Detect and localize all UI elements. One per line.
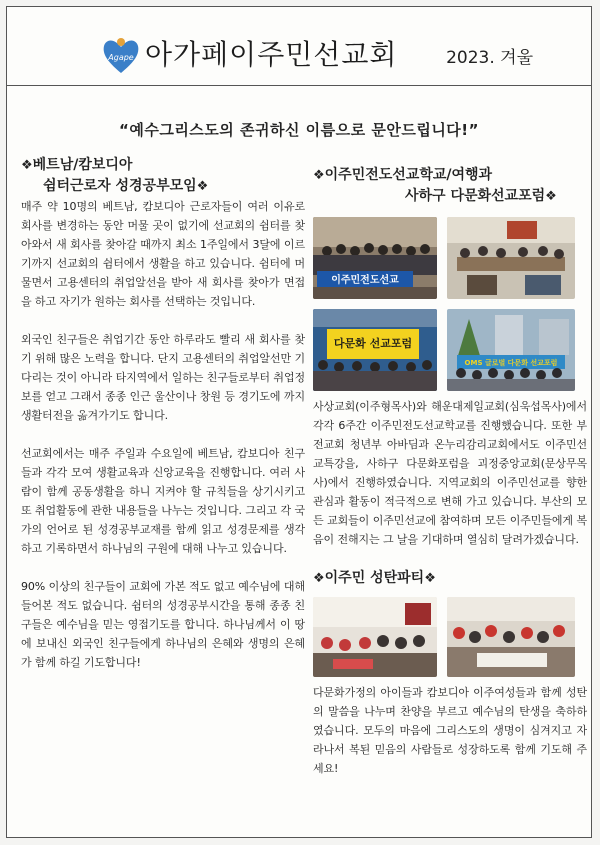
diamond-bullet-icon: ❖ — [196, 179, 209, 194]
paragraph: 90% 이상의 친구들이 교회에 가본 적도 없고 예수님에 대해 들어본 적도 없습니다. 쉼터의 성경공부시간을 통해 종종 친구들은 예수님을 믿는 영접기도를 합니다. 하나님께서 이 땅에 보내신 외국인 친구들에게 하나님의 은혜와 생명의 은혜가 함께 하길 기도합니다! — [21, 580, 305, 669]
section-title-line2: 사하구 다문화선교포럼 — [405, 188, 546, 204]
greeting-heading: “예수그리스도의 존귀하신 이름으로 문안드립니다!” — [118, 121, 480, 139]
section-title-line1: 베트남/캄보디아 — [32, 157, 133, 173]
paragraph: 외국인 친구들은 취업기간 동안 하루라도 빨리 새 회사를 찾기 위해 많은 노력을 합니다. 단지 고용센터의 취업알선만 기다리는 것이 아니라 타지역에서 일하는 친구들로부터 취업정보를 얻고 그래서 종종 인근 울산이나 창원 등 경기도에 까지 생활터전을 옮겨가기도 합니다. — [21, 333, 305, 422]
paragraph: 선교회에서는 매주 주일과 수요일에 베트남, 캄보디아 친구들과 각각 모여 생활교육과 신앙교육을 진행합니다. 여러 사람이 함께 공동생활을 하니 지켜야 할 규칙들을 상기시키고 또 취업활동에 관한 내용들을 나누는 것입니다. 그리고 각 국가의 언어로 된 성경공부교재를 함께 읽고 성경문제를 생각하고 기록하면서 하나님의 구원에 대해 나누고 있습니다. — [21, 447, 305, 555]
paragraph: 사상교회(이주형목사)와 해운대제일교회(심욱섭목사)에서 각각 6주간 이주민전도선교학교를 진행했습니다. 또한 부전교회 청년부 아바딤과 온누리감리교회에서도 이주민선교특강을, 사하구 다문화포럼을 괴정중앙교회(문상무목사)에서 진행하였습니다. 지역교회의 이주민선교를 향한 관심과 활동이 적극적으로 변해 가고 있습니다. 부산의 모든 교회들이 이주민선교에 참여하며 모든 이주민들에게 복음이 전해지는 그 날을 기대하며 열심히 달려가겠습니다. — [313, 400, 587, 546]
newsletter-header — [7, 7, 591, 86]
newsletter-page — [6, 6, 592, 838]
paragraph: 매주 약 10명의 베트남, 캄보디아 근로자들이 여러 이유로 회사를 변경하는 동안 머물 곳이 없기에 선교회의 쉼터를 찾아와서 새 회사를 찾아갈 때까지 최소 1주일에서 3달에 이르기까지 선교회의 쉼터에서 생활을 하고 있습니다. 쉼터에 머물면서 고용센터의 취업알선을 받아 새 회사를 찾아가 면접을 하고 자기가 원하는 회사를 선택하는 것입니다. — [21, 200, 305, 308]
section-title-shelter — [21, 155, 305, 197]
diamond-bullet-icon: ❖ — [21, 158, 33, 173]
diamond-bullet-icon: ❖ — [313, 168, 325, 183]
right-column — [313, 165, 587, 797]
photo-christmas-kids — [313, 597, 437, 677]
diamond-bullet-icon: ❖ — [424, 571, 436, 586]
left-column — [21, 155, 305, 691]
section-title-line1: 이주민전도선교학교/여행과 — [324, 167, 493, 183]
section-title-line2: 쉼터근로자 성경공부모임 — [43, 178, 197, 194]
photo-grid-christmas — [313, 597, 587, 683]
section-title-christmas — [313, 568, 587, 589]
photo-grid-school — [313, 217, 587, 393]
diamond-bullet-icon: ❖ — [313, 571, 325, 586]
paragraph: 다문화가정의 아이들과 캄보디아 이주여성들과 함께 성탄의 말씀을 나누며 찬양을 부르고 예수님의 탄생을 축하하였습니다. 모두의 마음에 그리스도의 생명이 심겨지고 자라나서 복된 믿음의 사람들로 성장하도록 함께 기도해 주세요! — [313, 686, 587, 775]
photo-meeting-room — [447, 217, 575, 299]
church-name: 아가페이주민선교회 — [145, 38, 398, 71]
section-title-text: 이주민 성탄파티 — [324, 570, 425, 586]
section-title-school — [313, 165, 587, 207]
diamond-bullet-icon: ❖ — [545, 189, 557, 204]
logo-text: Agape — [108, 53, 134, 62]
photo-forum-group — [447, 309, 575, 391]
photo-christmas-group — [447, 597, 575, 677]
issue-date: 2023. 겨울 — [446, 48, 533, 68]
banner-text: OMS 글로벌 다문화 선교포럼 — [464, 359, 558, 367]
church-logo — [99, 33, 143, 77]
banner-text: 다문화 선교포럼 — [333, 337, 413, 350]
photo-school-group — [313, 217, 437, 299]
banner-text: 이주민전도선교 — [331, 275, 399, 286]
photo-forum-banner — [313, 309, 437, 391]
